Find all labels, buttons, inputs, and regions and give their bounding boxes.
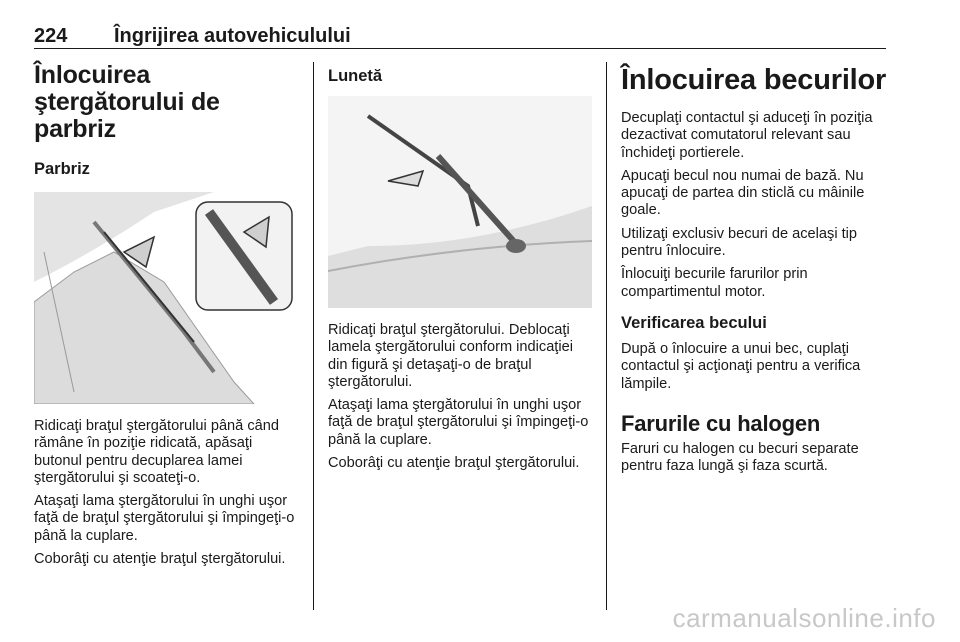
column-windscreen	[34, 62, 298, 574]
watermark: carmanualsonline.info	[672, 603, 936, 633]
paragraph: Decuplaţi contactul şi aduceţi în poziţia dezactivat comutatorul relevant sau închideţi portierele.	[621, 110, 873, 161]
rear-wiper-illustration	[328, 96, 592, 308]
section-heading-bulb-replacement: Înlocuirea becurilor	[621, 64, 887, 96]
running-title: Îngrijirea autovehiculului	[114, 25, 351, 47]
section-heading-halogen-headlights: Farurile cu halogen	[621, 410, 821, 436]
paragraph: Ridicaţi braţul ştergătorului până când rămâne în poziţie ridicată, apăsaţi butonul pentru decuplarea lamei ştergătorului şi scoateţi-o.	[34, 418, 279, 486]
paragraph: Apucaţi becul nou numai de bază. Nu apucaţi de partea din sticlă cu mâinile goale.	[621, 167, 865, 219]
paragraph: Ridicaţi braţul ştergătorului. Deblocaţi lamela ştergătorului conform indicaţiei din figură şi detaşaţi-o de braţul ştergătorului.	[328, 322, 573, 390]
column-divider-2	[606, 62, 607, 610]
paragraph: Ataşaţi lama ştergătorului în unghi uşor faţă de braţul ştergătorului şi împingeţi-o până la cuplare.	[34, 493, 295, 544]
paragraph: Coborâţi cu atenţie braţul ştergătorului.	[328, 455, 580, 472]
column-rear-window	[328, 62, 592, 478]
paragraph: Faruri cu halogen cu becuri separate pentru faza lungă şi faza scurtă.	[621, 440, 859, 475]
subheading-rear-window: Lunetă	[328, 67, 383, 85]
paragraph: Utilizaţi exclusiv becuri de acelaşi tip pentru înlocuire.	[621, 225, 858, 260]
page-number: 224	[34, 25, 68, 47]
subheading-windscreen: Parbriz	[34, 160, 90, 178]
subheading-bulb-check: Verificarea becului	[621, 313, 767, 332]
page-header	[34, 22, 886, 49]
paragraph: După o înlocuire a unui bec, cuplaţi contactul şi acţionaţi pentru a verifica lămpile.	[621, 340, 861, 392]
column-divider-1	[313, 62, 314, 610]
paragraph: Ataşaţi lama ştergătorului în unghi uşor faţă de braţul ştergătorului şi împingeţi-o până la cuplare.	[328, 397, 589, 448]
windscreen-wiper-illustration	[34, 192, 298, 404]
paragraph: Înlocuiţi becurile farurilor prin compartimentul motor.	[621, 266, 808, 300]
paragraph: Coborâţi cu atenţie braţul ştergătorului.	[34, 551, 286, 568]
column-bulb-replacement	[621, 62, 889, 481]
section-heading-windscreen-wiper: Înlocuirea ştergătorului de parbriz	[34, 61, 220, 143]
